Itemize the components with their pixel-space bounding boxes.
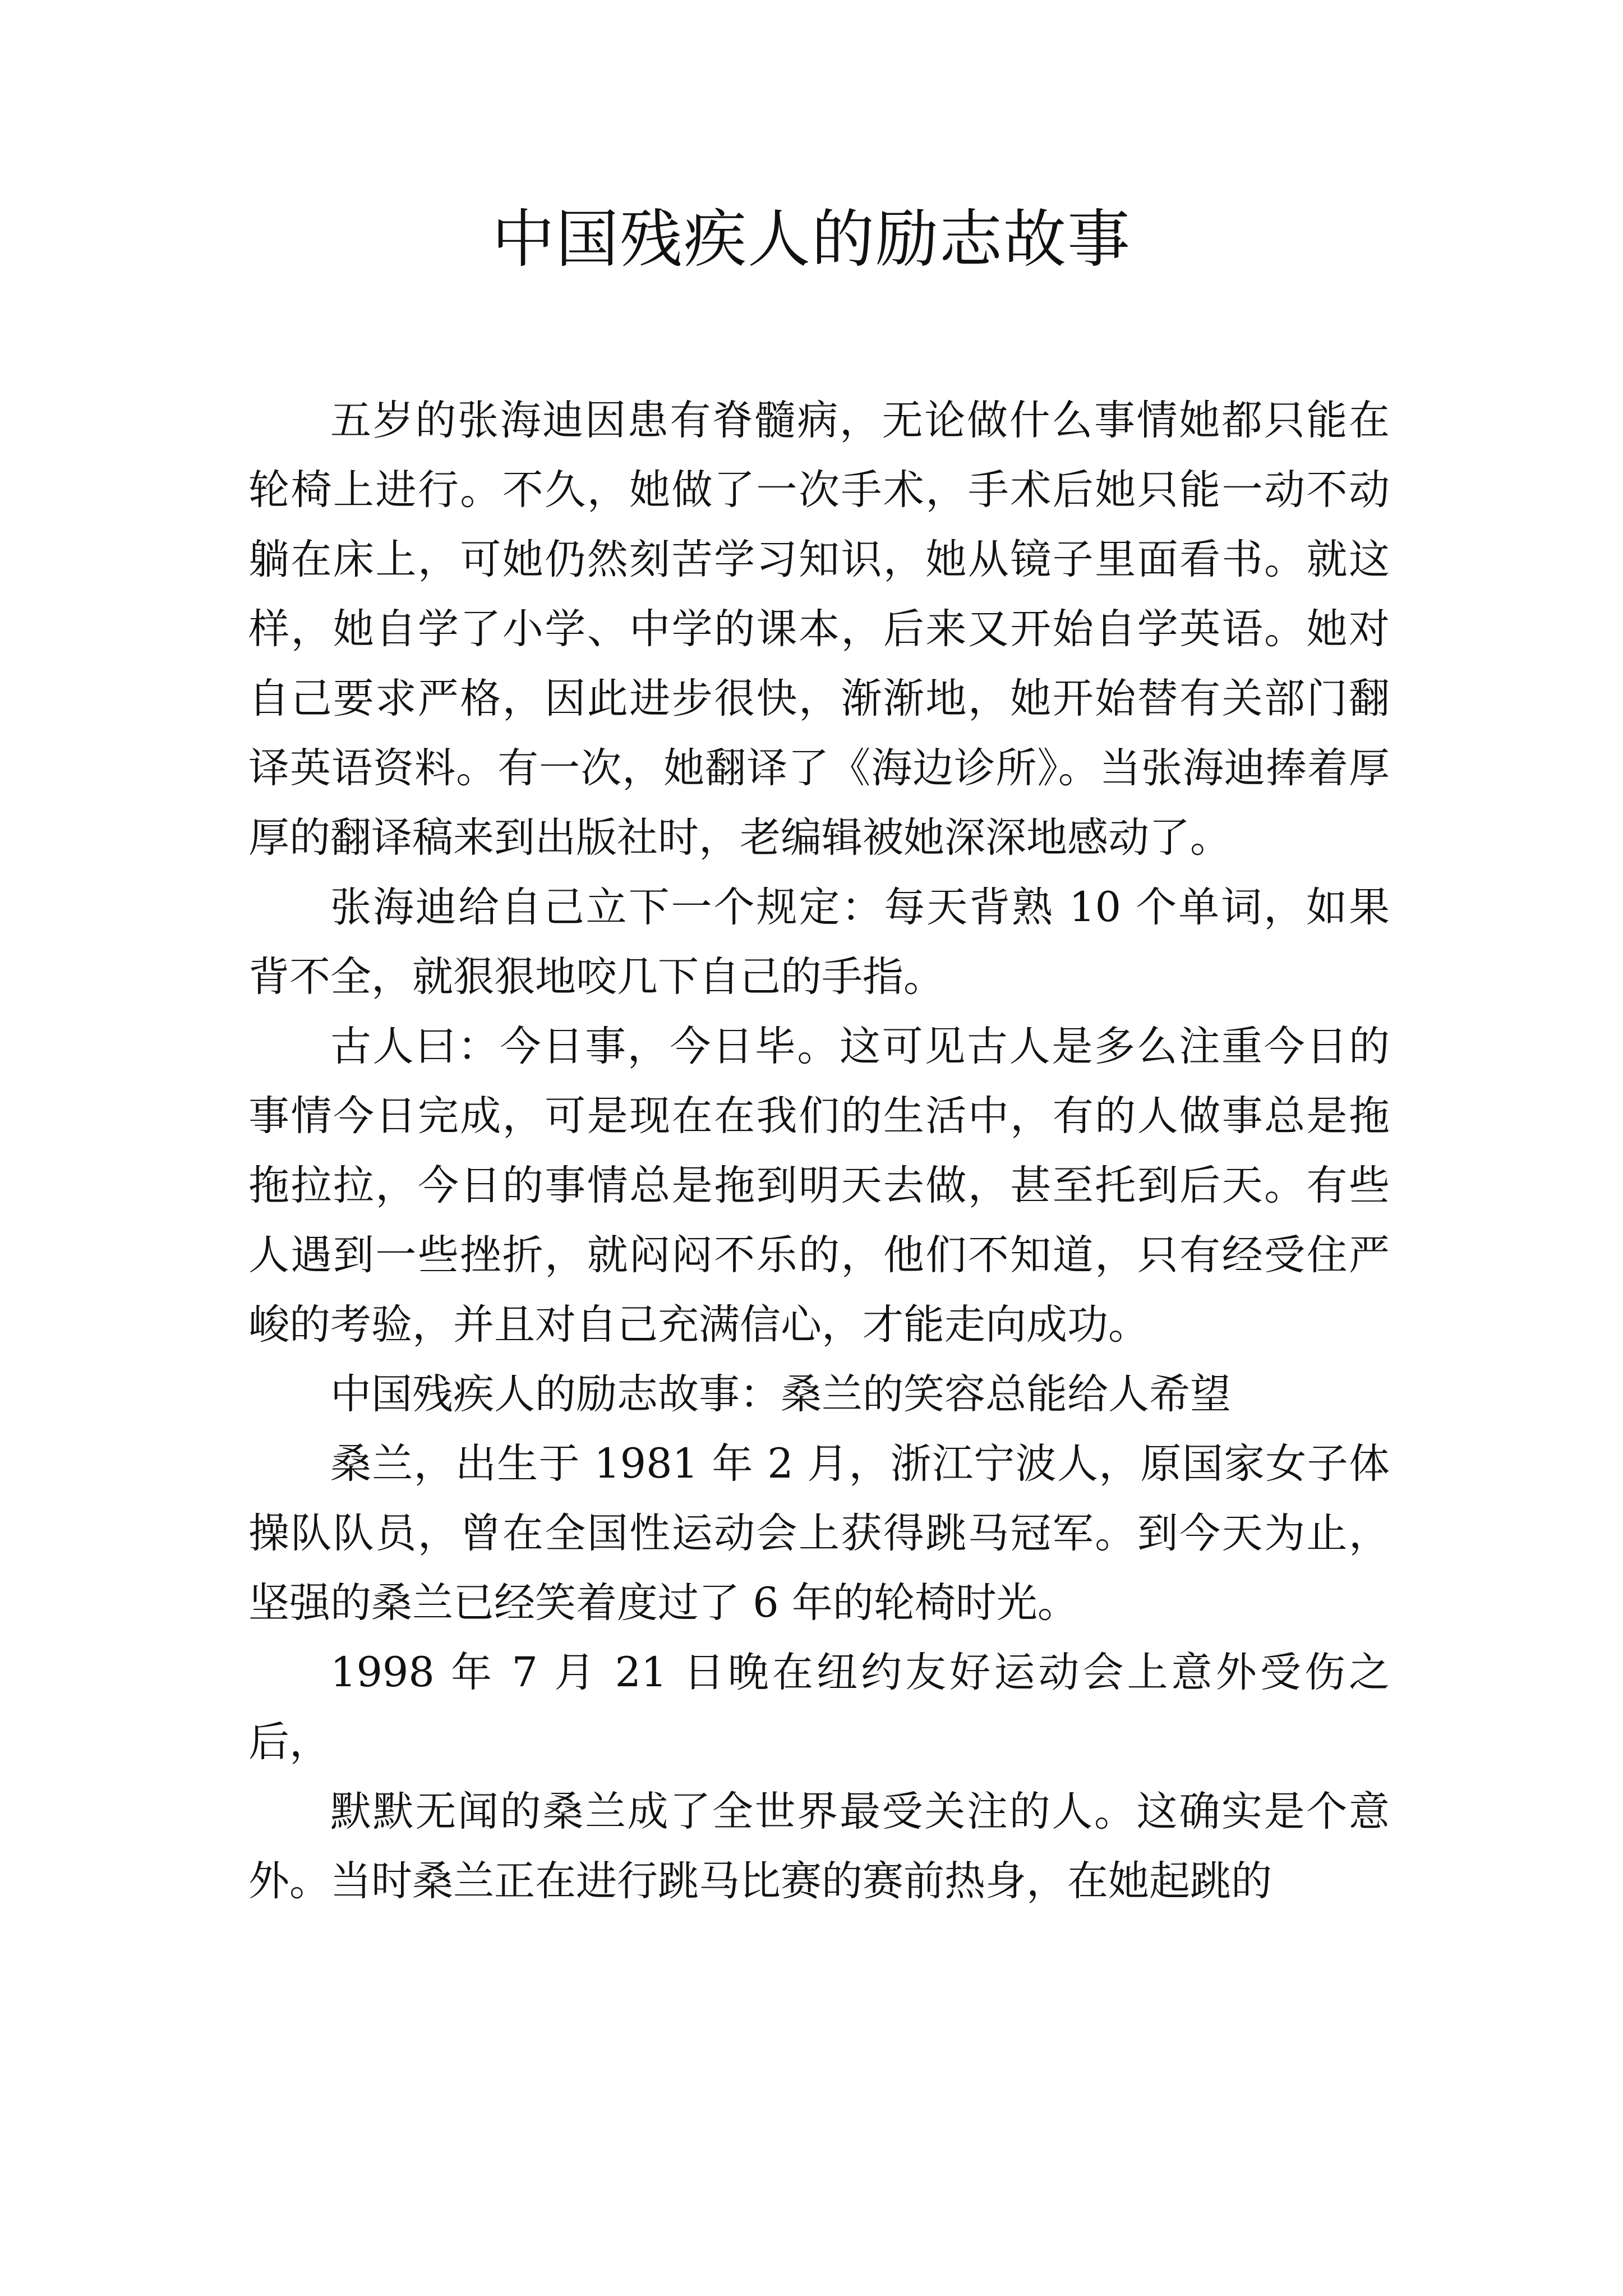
paragraph-2: 张海迪给自己立下一个规定：每天背熟 10 个单词，如果背不全，就狠狠地咬几下自己的手指。 [248, 884, 1390, 1001]
paragraph-1: 五岁的张海迪因患有脊髓病，无论做什么事情她都只能在轮椅上进行。不久，她做了一次手术，手术后她只能一动不动躺在床上，可她仍然刻苦学习知识，她从镜子里面看书。就这样，她自学了小学、中学的课本，后来又开始自学英语。她对自己要求严格，因此进步很快，渐渐地，她开始替有关部门翻译英语资料。有一次，她翻译了《海边诊所》。当张海迪捧着厚厚的翻译稿来到出版社时，老编辑被她深深地感动了。 [248, 397, 1390, 862]
document-body [248, 386, 1390, 1916]
paragraph-3: 古人曰：今日事，今日毕。这可见古人是多么注重今日的事情今日完成，可是现在在我们的生活中，有的人做事总是拖拖拉拉，今日的事情总是拖到明天去做，甚至托到后天。有些人遇到一些挫折，就闷闷不乐的，他们不知道，只有经受住严峻的考验，并且对自己充满信心，才能走向成功。 [248, 1023, 1390, 1349]
paragraph-4: 中国残疾人的励志故事：桑兰的笑容总能给人希望 [330, 1370, 1231, 1418]
paragraph-5: 桑兰，出生于 1981 年 2 月，浙江宁波人，原国家女子体操队队员，曾在全国性运动会上获得跳马冠军。到今天为止，坚强的桑兰已经笑着度过了 6 年的轮椅时光。 [248, 1440, 1390, 1627]
document-title: 中国残疾人的励志故事 [492, 203, 1131, 276]
paragraph-7: 默默无闻的桑兰成了全世界最受关注的人。这确实是个意外。当时桑兰正在进行跳马比赛的赛前热身，在她起跳的 [248, 1788, 1390, 1905]
paragraph-6: 1998 年 7 月 21 日晚在纽约友好运动会上意外受伤之后， [248, 1649, 1390, 1766]
